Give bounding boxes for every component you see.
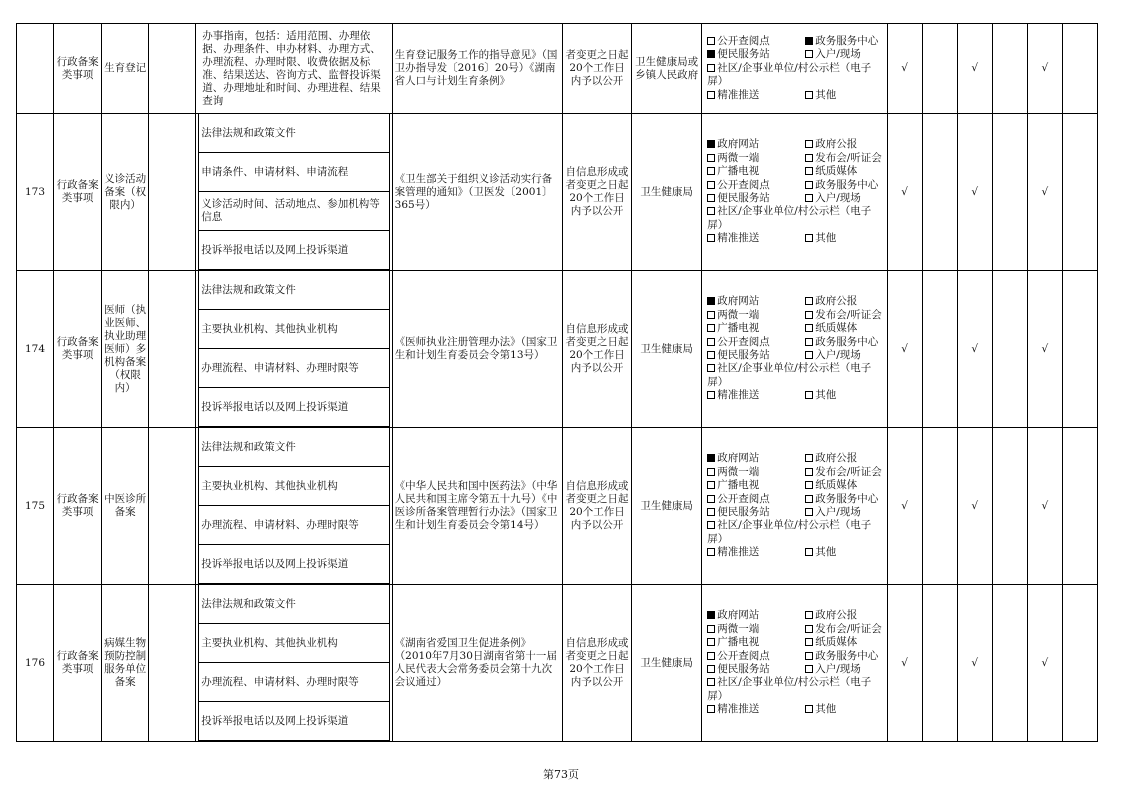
disclosure-basis: 《医师执业注册管理办法》（国家卫生和计划生育委员会令第13号） — [392, 271, 562, 428]
table-row — [17, 585, 1098, 742]
unchecked-box-icon — [805, 705, 813, 713]
unchecked-box-icon — [805, 454, 813, 462]
channel-label: 两微一端 — [717, 308, 760, 321]
unchecked-box-icon — [805, 324, 813, 332]
item-name: 病媒生物预防控制服务单位备案 — [102, 585, 149, 742]
channel-label: 广播电视 — [717, 636, 760, 649]
channel-option — [707, 609, 805, 622]
check-mark: √ — [887, 585, 922, 742]
channel-option — [805, 479, 882, 492]
checked-box-icon — [707, 297, 715, 305]
channel-option — [707, 205, 882, 232]
time-limit: 自信息形成或者变更之日起20个工作日内予以公开 — [562, 428, 631, 585]
content-item: 主要执业机构、其他执业机构 — [199, 310, 389, 349]
channel-option — [707, 322, 805, 335]
channel-label: 两微一端 — [717, 151, 760, 164]
check-mark — [992, 24, 1027, 114]
disclosure-basis: 《中华人民共和国中医药法》（中华人民共和国主席令第五十九号）《中医诊所备案管理暂行办法》（国家卫生和计划生育委员会令第14号） — [392, 428, 562, 585]
time-limit: 自信息形成或者变更之日起20个工作日内予以公开 — [562, 114, 631, 271]
channel-option — [805, 336, 882, 349]
channel-option — [707, 48, 805, 61]
table-body — [17, 24, 1098, 742]
channel-label: 政务服务中心 — [815, 34, 879, 47]
channel-option — [805, 493, 882, 506]
channel-option — [707, 389, 805, 402]
channel-option — [707, 452, 805, 465]
channel-label: 广播电视 — [717, 165, 760, 178]
check-mark: √ — [1027, 428, 1062, 585]
disclosure-channels — [702, 428, 887, 585]
channel-option — [707, 650, 805, 663]
unchecked-box-icon — [707, 351, 715, 359]
channel-option — [707, 89, 805, 102]
channel-label: 发布会/听证会 — [815, 465, 882, 478]
item-type: 行政备案类事项 — [54, 114, 102, 271]
channel-label: 其他 — [815, 232, 837, 245]
checked-box-icon — [707, 611, 715, 619]
content-item: 申请条件、申请材料、申请流程 — [199, 153, 389, 192]
row-number: 174 — [17, 271, 54, 428]
check-mark — [1062, 271, 1097, 428]
channel-label: 社区/企事业单位/村公示栏（电子屏） — [707, 61, 872, 88]
unchecked-box-icon — [805, 50, 813, 58]
check-mark: √ — [957, 114, 992, 271]
channel-label: 政府公报 — [815, 609, 858, 622]
channel-option — [707, 519, 882, 546]
channel-option — [805, 165, 882, 178]
unchecked-box-icon — [707, 338, 715, 346]
sub-item — [149, 114, 196, 271]
channel-label: 精准推送 — [717, 546, 760, 559]
row-number — [17, 24, 54, 114]
unchecked-box-icon — [805, 481, 813, 489]
check-mark — [992, 428, 1027, 585]
channel-label: 广播电视 — [717, 479, 760, 492]
channel-option — [707, 479, 805, 492]
check-mark: √ — [957, 271, 992, 428]
content-item: 义诊活动时间、活动地点、参加机构等信息 — [199, 192, 389, 231]
disclosure-channels — [702, 24, 887, 114]
channel-label: 纸质媒体 — [815, 322, 858, 335]
table-row — [17, 271, 1098, 428]
check-mark — [992, 271, 1027, 428]
channel-label: 入户/现场 — [815, 192, 861, 204]
unchecked-box-icon — [707, 154, 715, 162]
channel-label: 发布会/听证会 — [815, 308, 882, 321]
channel-option — [805, 546, 882, 559]
channel-label: 公开查阅点 — [717, 492, 770, 505]
disclosure-channels — [702, 114, 887, 271]
checked-box-icon — [707, 50, 715, 58]
channel-option — [805, 663, 882, 676]
channel-label: 政府网站 — [717, 295, 760, 308]
channel-option — [707, 62, 881, 89]
unchecked-box-icon — [805, 611, 813, 619]
channel-label: 政府网站 — [717, 452, 760, 465]
channel-label: 便民服务站 — [717, 192, 770, 204]
channel-label: 便民服务站 — [717, 663, 770, 675]
unchecked-box-icon — [707, 652, 715, 660]
time-limit: 自信息形成或者变更之日起20个工作日内予以公开 — [562, 271, 631, 428]
channel-option — [805, 623, 882, 636]
channel-option — [805, 192, 882, 205]
channel-label: 其他 — [815, 88, 837, 101]
unchecked-box-icon — [707, 625, 715, 633]
sub-item — [149, 271, 196, 428]
channel-label: 两微一端 — [717, 622, 760, 635]
channel-option — [707, 192, 805, 205]
channel-label: 政务服务中心 — [815, 178, 879, 191]
unchecked-box-icon — [707, 234, 715, 242]
check-mark — [922, 114, 957, 271]
unchecked-box-icon — [805, 194, 813, 202]
channel-option — [805, 452, 882, 465]
disclosure-channels — [702, 271, 887, 428]
channel-option — [805, 152, 882, 165]
channel-label: 入户/现场 — [815, 506, 861, 518]
channel-option — [707, 703, 805, 716]
unchecked-box-icon — [707, 91, 715, 99]
unchecked-box-icon — [707, 481, 715, 489]
checked-box-icon — [707, 140, 715, 148]
check-mark — [922, 428, 957, 585]
content-item: 办理流程、申请材料、办理时限等 — [199, 349, 389, 388]
unchecked-box-icon — [805, 338, 813, 346]
check-mark: √ — [887, 428, 922, 585]
unchecked-box-icon — [805, 548, 813, 556]
channel-label: 发布会/听证会 — [815, 622, 882, 635]
disclosure-content — [196, 585, 392, 742]
unchecked-box-icon — [805, 140, 813, 148]
unchecked-box-icon — [707, 194, 715, 202]
checked-box-icon — [707, 454, 715, 462]
item-type: 行政备案类事项 — [54, 428, 102, 585]
check-mark: √ — [1027, 114, 1062, 271]
unchecked-box-icon — [707, 705, 715, 713]
table-row — [17, 114, 1098, 271]
channel-label: 入户/现场 — [815, 48, 861, 61]
channel-option — [707, 362, 882, 389]
check-mark — [1062, 428, 1097, 585]
channel-label: 其他 — [815, 546, 837, 559]
channel-label: 精准推送 — [717, 389, 760, 402]
check-mark: √ — [887, 24, 922, 114]
row-number: 176 — [17, 585, 54, 742]
channel-option — [707, 138, 805, 151]
channel-label: 政务服务中心 — [815, 492, 879, 505]
check-mark — [922, 24, 957, 114]
unchecked-box-icon — [707, 364, 715, 372]
content-item: 投诉举报电话以及网上投诉渠道 — [199, 388, 389, 427]
unchecked-box-icon — [707, 521, 715, 529]
channel-option — [707, 336, 805, 349]
unchecked-box-icon — [707, 64, 715, 72]
channel-option — [805, 506, 882, 519]
unchecked-box-icon — [707, 468, 715, 476]
unchecked-box-icon — [805, 91, 813, 99]
unchecked-box-icon — [707, 311, 715, 319]
channel-label: 精准推送 — [717, 232, 760, 245]
check-mark: √ — [1027, 24, 1062, 114]
channel-option — [707, 35, 805, 48]
channel-label: 便民服务站 — [717, 48, 770, 61]
item-type: 行政备案类事项 — [54, 585, 102, 742]
content-item: 办理流程、申请材料、办理时限等 — [199, 506, 389, 545]
check-mark: √ — [957, 585, 992, 742]
content-item: 投诉举报电话以及网上投诉渠道 — [199, 702, 389, 741]
channel-label: 两微一端 — [717, 465, 760, 478]
channel-option — [805, 295, 882, 308]
unchecked-box-icon — [707, 548, 715, 556]
content-item: 法律法规和政策文件 — [199, 271, 389, 310]
unchecked-box-icon — [707, 508, 715, 516]
channel-option — [805, 179, 882, 192]
disclosure-channels — [702, 585, 887, 742]
content-item: 办理流程、申请材料、办理时限等 — [199, 663, 389, 702]
channel-option — [707, 152, 805, 165]
disclosure-subject: 卫生健康局 — [632, 114, 702, 271]
channel-option — [805, 309, 882, 322]
disclosure-content — [196, 24, 392, 114]
disclosure-subject: 卫生健康局 — [632, 271, 702, 428]
content-item: 投诉举报电话以及网上投诉渠道 — [199, 545, 389, 584]
channel-option — [805, 650, 882, 663]
channel-option — [805, 89, 881, 102]
item-name: 义诊活动备案（权限内） — [102, 114, 149, 271]
unchecked-box-icon — [805, 508, 813, 516]
page-number: 第73页 — [543, 768, 579, 781]
disclosure-content — [196, 428, 392, 585]
channel-label: 发布会/听证会 — [815, 151, 882, 164]
check-mark — [1062, 114, 1097, 271]
disclosure-table — [16, 23, 1098, 742]
row-number: 173 — [17, 114, 54, 271]
item-type: 行政备案类事项 — [54, 271, 102, 428]
content-item: 法律法规和政策文件 — [199, 585, 389, 624]
unchecked-box-icon — [707, 391, 715, 399]
content-item: 投诉举报电话以及网上投诉渠道 — [199, 231, 389, 270]
item-name: 中医诊所备案 — [102, 428, 149, 585]
channel-label: 社区/企事业单位/村公示栏（电子屏） — [707, 362, 872, 388]
channel-label: 政府公报 — [815, 138, 858, 151]
channel-label: 公开查阅点 — [717, 335, 770, 348]
channel-label: 政务服务中心 — [815, 335, 879, 348]
channel-option — [805, 636, 882, 649]
channel-option — [805, 349, 882, 362]
check-mark — [992, 585, 1027, 742]
channel-label: 政府网站 — [717, 609, 760, 622]
check-mark — [922, 585, 957, 742]
check-mark: √ — [887, 114, 922, 271]
channel-option — [805, 609, 882, 622]
channel-label: 政府公报 — [815, 295, 858, 308]
unchecked-box-icon — [707, 167, 715, 175]
channel-option — [805, 703, 882, 716]
time-limit: 者变更之日起20个工作日内予以公开 — [562, 24, 631, 114]
channel-option — [707, 309, 805, 322]
disclosure-subject: 卫生健康局 — [632, 585, 702, 742]
channel-label: 便民服务站 — [717, 506, 770, 518]
channel-option — [707, 165, 805, 178]
unchecked-box-icon — [805, 625, 813, 633]
channel-option — [707, 493, 805, 506]
channel-option — [707, 663, 805, 676]
row-number: 175 — [17, 428, 54, 585]
unchecked-box-icon — [805, 638, 813, 646]
check-mark: √ — [1027, 585, 1062, 742]
channel-label: 入户/现场 — [815, 663, 861, 675]
unchecked-box-icon — [707, 638, 715, 646]
unchecked-box-icon — [805, 167, 813, 175]
disclosure-subject: 卫生健康局 — [632, 428, 702, 585]
unchecked-box-icon — [707, 207, 715, 215]
channel-option — [707, 506, 805, 519]
channel-label: 其他 — [815, 389, 837, 402]
channel-option — [707, 232, 805, 245]
content-item: 主要执业机构、其他执业机构 — [199, 467, 389, 506]
channel-option — [805, 466, 882, 479]
unchecked-box-icon — [707, 37, 715, 45]
sub-item — [149, 585, 196, 742]
channel-option — [707, 636, 805, 649]
channel-label: 社区/企事业单位/村公示栏（电子屏） — [707, 676, 872, 702]
disclosure-basis: 《卫生部关于组织义诊活动实行备案管理的通知》（卫医发〔2001〕365号） — [392, 114, 562, 271]
channel-label: 精准推送 — [717, 88, 760, 101]
channel-label: 入户/现场 — [815, 349, 861, 361]
item-name: 生育登记 — [102, 24, 149, 114]
unchecked-box-icon — [805, 311, 813, 319]
channel-label: 政府公报 — [815, 452, 858, 465]
unchecked-box-icon — [805, 665, 813, 673]
channel-option — [707, 623, 805, 636]
unchecked-box-icon — [805, 234, 813, 242]
content-item: 法律法规和政策文件 — [199, 114, 389, 153]
channel-label: 纸质媒体 — [815, 165, 858, 178]
check-mark: √ — [1027, 271, 1062, 428]
disclosure-content — [196, 114, 392, 271]
channel-option — [707, 466, 805, 479]
disclosure-subject: 卫生健康局或乡镇人民政府 — [632, 24, 702, 114]
check-mark: √ — [957, 24, 992, 114]
channel-option — [805, 389, 882, 402]
channel-label: 便民服务站 — [717, 349, 770, 361]
disclosure-basis: 生育登记服务工作的指导意见》（国卫办指导发〔2016〕20号）《湖南省人口与计划生育条例》 — [392, 24, 562, 114]
channel-label: 纸质媒体 — [815, 636, 858, 649]
check-mark — [992, 114, 1027, 271]
channel-option — [805, 322, 882, 335]
channel-option — [707, 676, 882, 703]
unchecked-box-icon — [707, 495, 715, 503]
channel-label: 广播电视 — [717, 322, 760, 335]
table-row — [17, 428, 1098, 585]
content-item: 主要执业机构、其他执业机构 — [199, 624, 389, 663]
check-mark — [922, 271, 957, 428]
time-limit: 自信息形成或者变更之日起20个工作日内予以公开 — [562, 585, 631, 742]
sub-item — [149, 24, 196, 114]
channel-label: 纸质媒体 — [815, 479, 858, 492]
disclosure-basis: 《湖南省爱国卫生促进条例》（2010年7月30日湖南省第十一届人民代表大会常务委员会第十九次会议通过） — [392, 585, 562, 742]
unchecked-box-icon — [805, 297, 813, 305]
check-mark: √ — [887, 271, 922, 428]
channel-option — [707, 349, 805, 362]
channel-label: 社区/企事业单位/村公示栏（电子屏） — [707, 519, 872, 545]
unchecked-box-icon — [707, 678, 715, 686]
channel-label: 公开查阅点 — [717, 178, 770, 191]
channel-option — [805, 48, 881, 61]
unchecked-box-icon — [707, 324, 715, 332]
item-type: 行政备案类事项 — [54, 24, 102, 114]
check-mark — [1062, 585, 1097, 742]
checked-box-icon — [805, 37, 813, 45]
channel-label: 社区/企事业单位/村公示栏（电子屏） — [707, 205, 872, 231]
channel-option — [707, 295, 805, 308]
unchecked-box-icon — [805, 391, 813, 399]
unchecked-box-icon — [707, 181, 715, 189]
channel-option — [707, 546, 805, 559]
unchecked-box-icon — [805, 181, 813, 189]
disclosure-content — [196, 271, 392, 428]
check-mark — [1062, 24, 1097, 114]
channel-label: 政府网站 — [717, 138, 760, 151]
sub-item — [149, 428, 196, 585]
channel-label: 公开查阅点 — [717, 34, 770, 47]
content-item: 办事指南，包括：适用范围、办理依据、办理条件、申办材料、办理方式、办理流程、办理时限、收费依据及标准、结果送达、咨询方式、监督投诉渠道、办理地址和时间、办理进程、结果查询 — [202, 29, 381, 107]
channel-option — [805, 35, 881, 48]
table-row — [17, 24, 1098, 114]
channel-label: 其他 — [815, 703, 837, 716]
unchecked-box-icon — [805, 652, 813, 660]
unchecked-box-icon — [805, 495, 813, 503]
channel-label: 公开查阅点 — [717, 649, 770, 662]
channel-option — [805, 138, 882, 151]
channel-label: 精准推送 — [717, 703, 760, 716]
item-name: 医师（执业医师、执业助理医师）多机构备案（权限内） — [102, 271, 149, 428]
unchecked-box-icon — [805, 351, 813, 359]
unchecked-box-icon — [707, 665, 715, 673]
channel-option — [707, 179, 805, 192]
unchecked-box-icon — [805, 154, 813, 162]
channel-option — [805, 232, 882, 245]
channel-label: 政务服务中心 — [815, 649, 879, 662]
check-mark: √ — [957, 428, 992, 585]
content-item: 法律法规和政策文件 — [199, 428, 389, 467]
unchecked-box-icon — [805, 468, 813, 476]
